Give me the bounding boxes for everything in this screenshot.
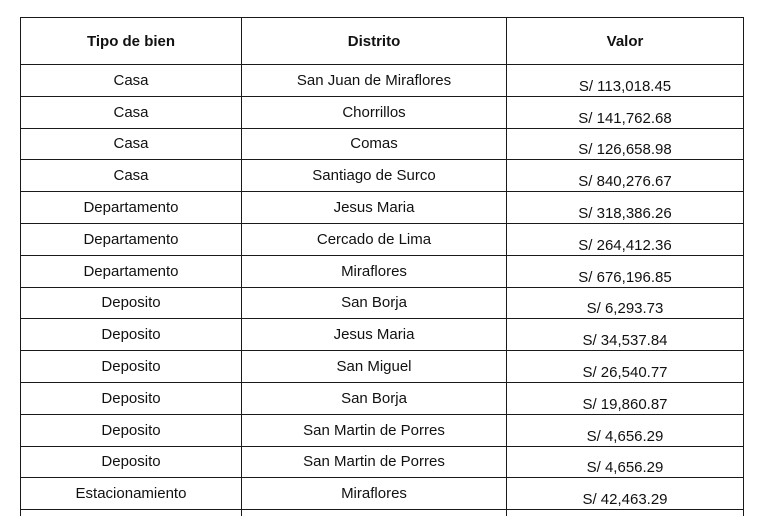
cell-tipo: Deposito: [21, 287, 242, 319]
cell-distrito: Jesus Maria: [242, 192, 507, 224]
cell-tipo: Deposito: [21, 446, 242, 478]
cell-tipo: Deposito: [21, 414, 242, 446]
table-row: [21, 319, 744, 351]
cell-valor: S/ 26,540.77: [507, 351, 744, 383]
cell-valor: S/ 113,018.45: [507, 65, 744, 97]
cell-valor: S/ 264,412.36: [507, 223, 744, 255]
cell-tipo: Deposito: [21, 351, 242, 383]
table-row: [21, 128, 744, 160]
cell-distrito: Santiago de Surco: [242, 160, 507, 192]
cell-distrito: Miraflores: [242, 255, 507, 287]
cell-valor: S/ 19,860.87: [507, 382, 744, 414]
table-row: [21, 446, 744, 478]
cell-valor: S/ 6,293.73: [507, 287, 744, 319]
table-row: [21, 382, 744, 414]
cell-tipo: Estacionamiento: [21, 478, 242, 510]
cell-distrito: San Martin de Porres: [242, 414, 507, 446]
property-table: [20, 17, 744, 516]
cell-tipo: Departamento: [21, 192, 242, 224]
table-row: [21, 96, 744, 128]
cell-distrito: San Borja: [242, 287, 507, 319]
table-row: [21, 478, 744, 510]
cell-valor: S/ 840,276.67: [507, 160, 744, 192]
header-distrito: Distrito: [242, 18, 507, 65]
cell-distrito: Comas: [242, 128, 507, 160]
cell-tipo: Deposito: [21, 319, 242, 351]
cell-valor: S/ 34,537.84: [507, 319, 744, 351]
table-row: [21, 255, 744, 287]
table-row: [21, 351, 744, 383]
cell-distrito: Jesus Maria: [242, 319, 507, 351]
table-row: [21, 160, 744, 192]
header-valor: Valor: [507, 18, 744, 65]
cell-valor: S/ 141,762.68: [507, 96, 744, 128]
table-row: [21, 287, 744, 319]
cell-distrito: San Miguel: [242, 351, 507, 383]
cell-valor: S/ 42,463.29: [507, 478, 744, 510]
cell-valor: S/ 126,658.98: [507, 128, 744, 160]
table-row: [21, 223, 744, 255]
cell-valor: S/ 676,196.85: [507, 255, 744, 287]
cell-tipo: Casa: [21, 96, 242, 128]
cell-distrito: San Martin de Porres: [242, 446, 507, 478]
cell-empty: [21, 510, 242, 516]
cell-valor: S/ 318,386.26: [507, 192, 744, 224]
cell-empty: [507, 510, 744, 516]
cell-tipo: Casa: [21, 128, 242, 160]
cell-tipo: Deposito: [21, 382, 242, 414]
table-row: [21, 414, 744, 446]
cell-distrito: Cercado de Lima: [242, 223, 507, 255]
cell-tipo: Departamento: [21, 255, 242, 287]
header-tipo-de-bien: Tipo de bien: [21, 18, 242, 65]
property-table-container: [20, 17, 743, 516]
table-row-cut-off: [21, 510, 744, 516]
cell-distrito: Chorrillos: [242, 96, 507, 128]
cell-tipo: Casa: [21, 65, 242, 97]
cell-distrito: San Juan de Miraflores: [242, 65, 507, 97]
table-body: [21, 65, 744, 516]
table-row: [21, 192, 744, 224]
cell-tipo: Casa: [21, 160, 242, 192]
cell-tipo: Departamento: [21, 223, 242, 255]
cell-empty: [242, 510, 507, 516]
cell-valor: S/ 4,656.29: [507, 414, 744, 446]
table-row: [21, 65, 744, 97]
cell-valor: S/ 4,656.29: [507, 446, 744, 478]
cell-distrito: Miraflores: [242, 478, 507, 510]
table-header-row: [21, 18, 744, 65]
cell-distrito: San Borja: [242, 382, 507, 414]
